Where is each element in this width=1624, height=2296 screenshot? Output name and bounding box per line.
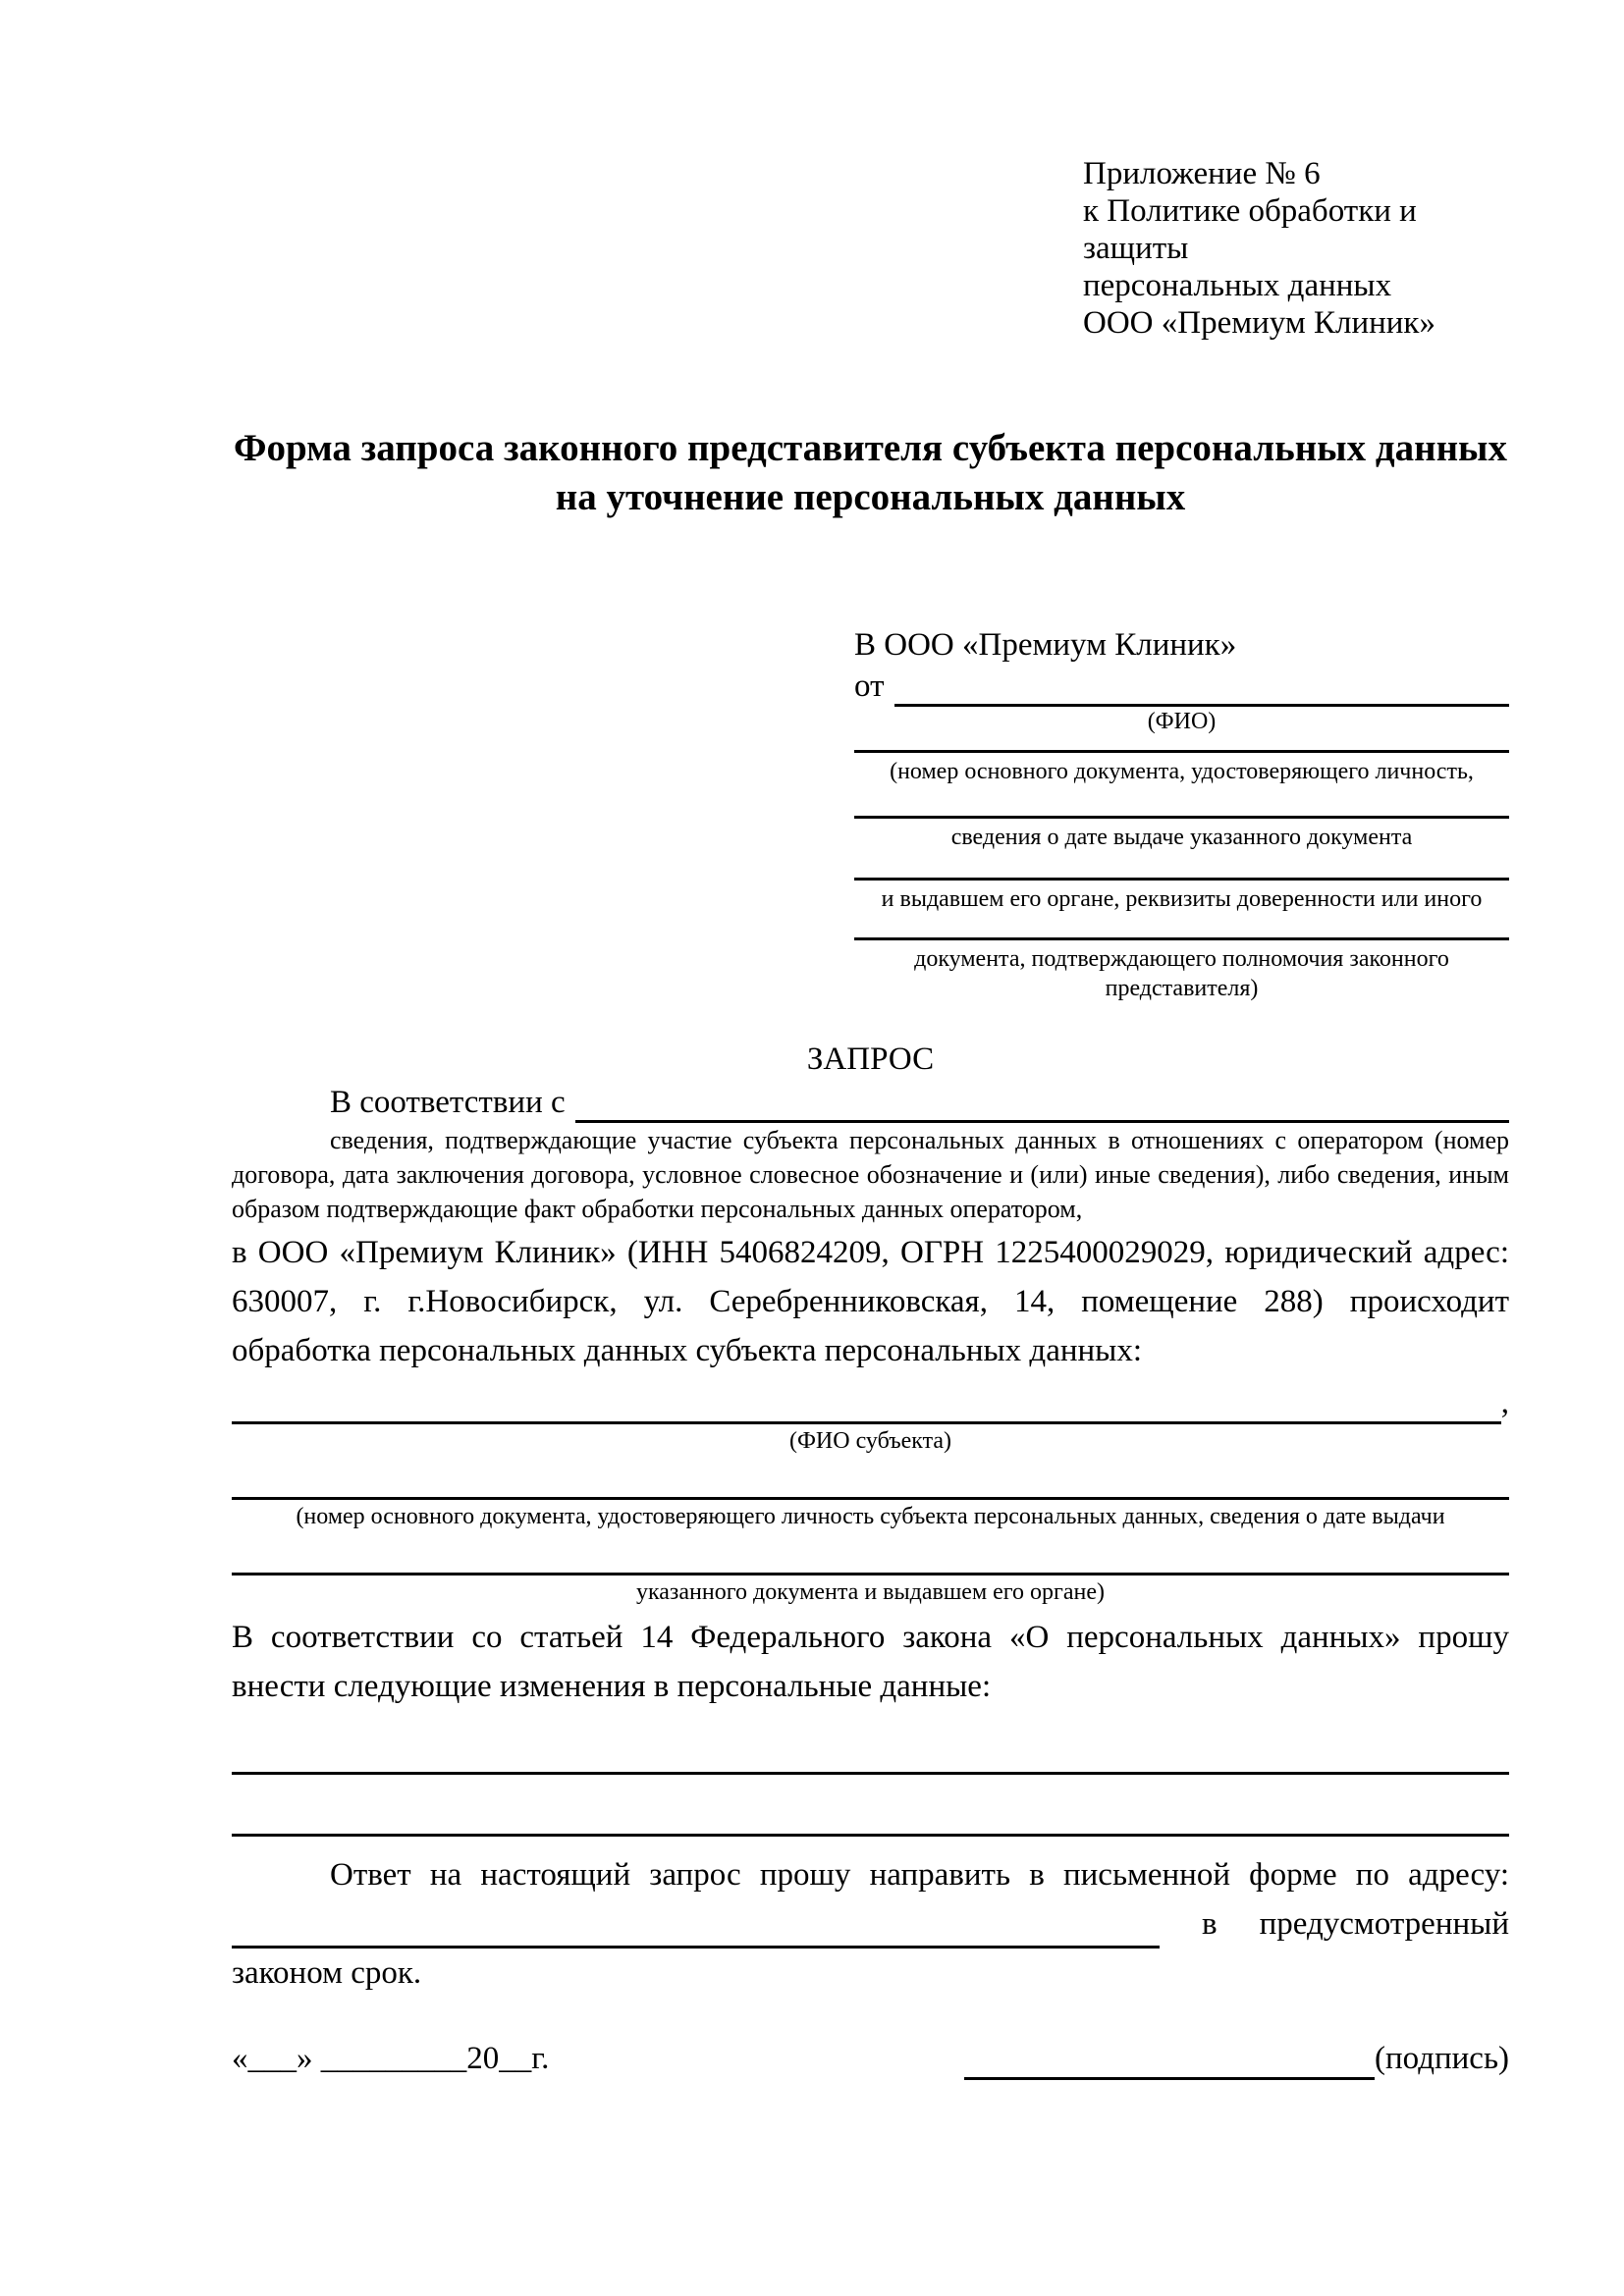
id-document-field-3 xyxy=(854,878,1509,914)
blank-line-caption: сведения о дате выдаче указанного документа xyxy=(950,825,1413,850)
accordance-blank-line xyxy=(575,1088,1509,1123)
accordance-label: В соответствии с xyxy=(330,1085,566,1120)
appendix-line: Приложение № 6 xyxy=(1083,156,1321,191)
date-line: «___» _________20__г. xyxy=(232,2041,550,2076)
article14-paragraph: В соответствии со статьей 14 Федерального закона «О персональных данных» прошу внести следующие изменения в персональные данные: xyxy=(232,1620,1509,1704)
subject-fio-comma: , xyxy=(1500,1385,1509,1420)
from-label: от xyxy=(854,668,885,704)
footer-row xyxy=(232,2037,1509,2080)
subject-document-blank-line xyxy=(232,1497,1509,1500)
accordance-line xyxy=(232,1082,1509,1123)
changes-blank-line-1 xyxy=(232,1772,1509,1775)
document-title xyxy=(232,424,1509,522)
addressee-block xyxy=(854,624,1509,1003)
blank-line xyxy=(854,750,1509,753)
reply-paragraph-line1: Ответ на настоящий запрос прошу направить в письменной форме по адресу: xyxy=(330,1857,1509,1893)
from-blank-line xyxy=(894,671,1510,707)
subject-fio-line xyxy=(232,1381,1509,1424)
id-document-field-1 xyxy=(854,750,1509,786)
address-blank-line xyxy=(232,1911,1160,1949)
reply-word-predusmotrenny: предусмотренный xyxy=(1259,1906,1509,1942)
appendix-line: ООО «Премиум Клиник» xyxy=(1083,305,1435,341)
from-line xyxy=(854,666,1509,707)
appendix-line: к Политике обработки и защиты xyxy=(1083,193,1417,266)
document-title-line2: на уточнение персональных данных xyxy=(555,476,1186,518)
reply-word-v: в xyxy=(1202,1906,1218,1942)
signature-blank-line xyxy=(964,2045,1375,2080)
addressee-to: В ООО «Премиум Клиник» xyxy=(854,627,1237,663)
signature-caption: (подпись) xyxy=(1375,2041,1509,2076)
fio-caption: (ФИО) xyxy=(1147,709,1217,734)
blank-line xyxy=(854,816,1509,819)
reply-paragraph-line2 xyxy=(232,1899,1509,1949)
operator-paragraph: в ООО «Премиум Клиник» (ИНН 5406824209, ОГРН 1225400029029, юридический адрес: 630007, г. г.Новосибирск, ул. Серебренниковская, 14, помещение 288) происходит обработка персональных данных субъекта персональных данных: xyxy=(232,1235,1509,1368)
id-document-field-2 xyxy=(854,816,1509,852)
document-title-line1: Форма запроса законного представителя субъекта персональных данных xyxy=(233,427,1508,469)
appendix-line: персональных данных xyxy=(1083,268,1392,303)
blank-line xyxy=(854,878,1509,881)
subject-fio-blank-line xyxy=(232,1389,1501,1424)
blank-line-caption: (номер основного документа, удостоверяющего личность, xyxy=(890,759,1474,784)
subject-document-caption-2: указанного документа и выдавшем его органе) xyxy=(635,1579,1106,1605)
subject-document-blank-line-2 xyxy=(232,1573,1509,1575)
changes-blank-line-2 xyxy=(232,1834,1509,1837)
subject-document-caption-1: (номер основного документа, удостоверяющего личность субъекта персональных данных, сведения о дате выдачи xyxy=(296,1504,1445,1529)
participation-note: сведения, подтверждающие участие субъекта персональных данных в отношениях с оператором (номер договора, дата заключения договора, условное словесное обозначение и (или) иные сведения), либо сведения, иным образом подтверждающие факт обработки персональных данных оператором, xyxy=(232,1126,1509,1223)
request-heading: ЗАПРОС xyxy=(806,1041,935,1077)
blank-line-caption: документа, подтверждающего полномочия законного представителя) xyxy=(914,946,1449,1001)
subject-fio-caption: (ФИО субъекта) xyxy=(788,1428,952,1454)
blank-line-caption: и выдавшем его органе, реквизиты доверенности или иного xyxy=(881,886,1483,912)
appendix-block xyxy=(1083,155,1509,342)
blank-line xyxy=(854,937,1509,940)
reply-paragraph-line3: законом срок. xyxy=(232,1955,422,1991)
signature-block xyxy=(964,2037,1509,2080)
id-document-field-4 xyxy=(854,937,1509,1003)
